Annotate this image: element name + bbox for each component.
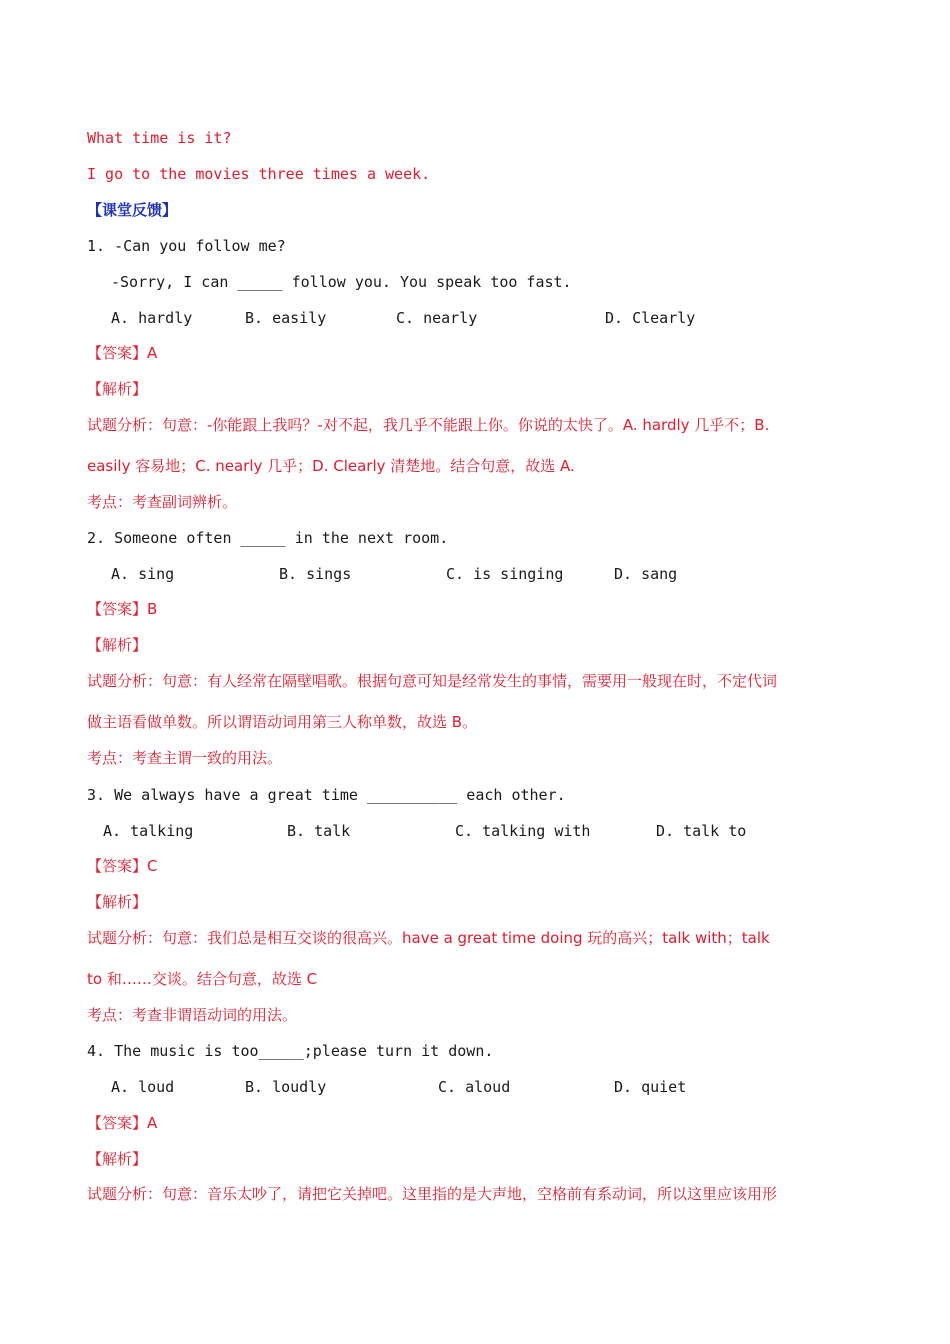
question-2-analysis-label: 【解析】 (87, 636, 148, 654)
question-3-analysis-label: 【解析】 (87, 893, 148, 911)
question-2-answer: 【答案】B (87, 600, 158, 618)
question-1-point: 考点：考查副词辨析。 (87, 493, 238, 511)
question-4-option-a: A. loud (111, 1078, 175, 1096)
example-sentence-1: What time is it? (87, 129, 232, 147)
question-4-answer: 【答案】A (87, 1114, 158, 1132)
question-1-answer: 【答案】A (87, 344, 158, 362)
question-3-option-c: C. talking with (455, 822, 591, 840)
question-2-option-c: C. is singing (446, 565, 564, 583)
question-3-stem: 3. We always have a great time __________ each other. (87, 786, 566, 804)
question-3-analysis-line1: 试题分析：句意：我们总是相互交谈的很高兴。have a great time doing 玩的高兴；talk with；talk (87, 929, 770, 947)
question-1-analysis-label: 【解析】 (87, 380, 148, 398)
question-2-analysis-line1: 试题分析：句意：有人经常在隔壁唱歌。根据句意可知是经常发生的事情，需要用一般现在时，不定代词 (87, 672, 778, 690)
question-1-option-c: C. nearly (396, 309, 478, 327)
question-4-option-b: B. loudly (245, 1078, 327, 1096)
question-3-option-a: A. talking (103, 822, 194, 840)
question-2-option-b: B. sings (279, 565, 352, 583)
question-4-analysis-line1: 试题分析：句意：音乐太吵了，请把它关掉吧。这里指的是大声地，空格前有系动词，所以这里应该用形 (87, 1185, 778, 1203)
question-3-option-b: B. talk (287, 822, 351, 840)
question-1-option-b: B. easily (245, 309, 327, 327)
question-4-option-c: C. aloud (438, 1078, 511, 1096)
question-2-point: 考点：考查主谓一致的用法。 (87, 749, 283, 767)
question-1-stem: 1. -Can you follow me? (87, 237, 286, 255)
question-1-stem-line2: -Sorry, I can _____ follow you. You speak too fast. (111, 273, 572, 291)
question-1-option-a: A. hardly (111, 309, 193, 327)
question-4-analysis-label: 【解析】 (87, 1150, 148, 1168)
question-3-answer: 【答案】C (87, 857, 158, 875)
question-2-option-d: D. sang (614, 565, 678, 583)
question-1-analysis-line2: easily 容易地；C. nearly 几乎；D. Clearly 清楚地。结合句意，故选 A. (87, 457, 575, 475)
example-sentence-2: I go to the movies three times a week. (87, 165, 431, 183)
question-3-option-d: D. talk to (656, 822, 747, 840)
question-2-stem: 2. Someone often _____ in the next room. (87, 529, 449, 547)
question-2-analysis-line2: 做主语看做单数。所以谓语动词用第三人称单数，故选 B。 (87, 713, 478, 731)
question-1-option-d: D. Clearly (605, 309, 696, 327)
question-3-point: 考点：考查非谓语动词的用法。 (87, 1006, 298, 1024)
section-title: 【课堂反馈】 (87, 201, 178, 219)
question-2-option-a: A. sing (111, 565, 175, 583)
question-4-stem: 4. The music is too_____;please turn it down. (87, 1042, 494, 1060)
question-1-analysis-line1: 试题分析：句意：-你能跟上我吗？-对不起，我几乎不能跟上你。你说的太快了。A. hardly 几乎不；B. (87, 416, 770, 434)
question-4-option-d: D. quiet (614, 1078, 687, 1096)
question-3-analysis-line2: to 和……交谈。结合句意，故选 C (87, 970, 318, 988)
